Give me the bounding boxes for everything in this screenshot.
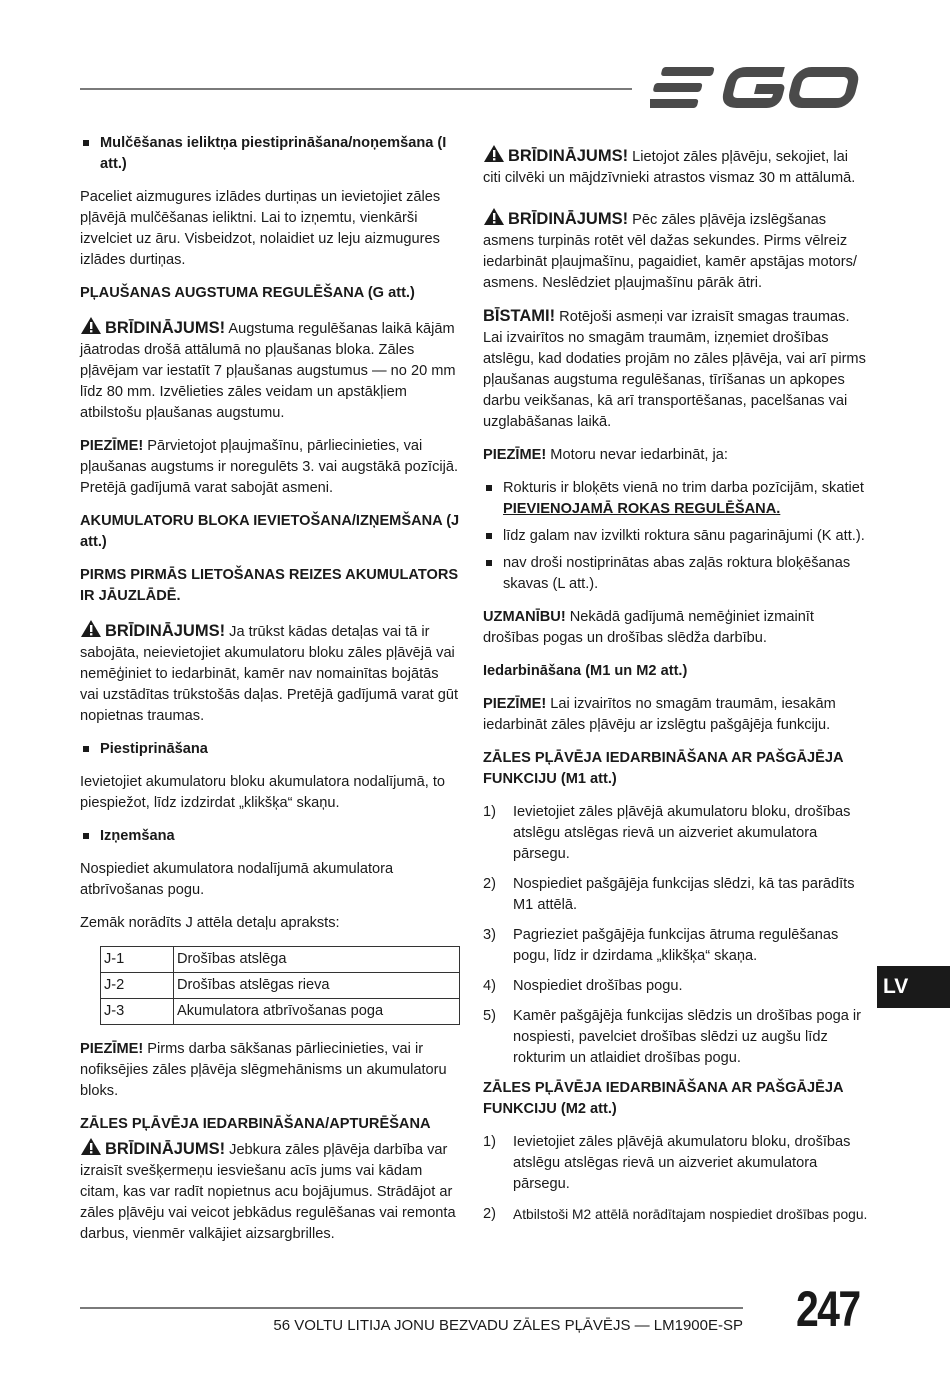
ego-logo: [650, 62, 862, 114]
bullet-square-icon: [83, 140, 89, 146]
footer-rule: [80, 1307, 743, 1309]
page-number: 247: [796, 1281, 860, 1337]
m2-heading: ZĀLES PĻĀVĒJA IEDARBINĀŠANA AR PAŠGĀJĒJA FUNKCIJU (M2 att.): [483, 1080, 844, 1117]
battery-heading: AKUMULATORU BLOKA IEVIETOŠANA/IZŅEMŠANA (J att.): [80, 513, 460, 550]
bullet-square-icon: [486, 533, 492, 539]
list-item: 3) Pagrieziet pašgājēja funkcijas ātruma regulēšanas pogu, līdz ir dzirdama „klikšķa“ skaņa.: [483, 927, 839, 964]
parts-table: [100, 946, 460, 1025]
language-tab: LV: [877, 966, 950, 1008]
warning-eyes: BRĪDINĀJUMS! Jebkura zāles pļāvēja darbība var izraisīt svešķermeņu iesviešanu acīs jums vai kādam citam, kas var radīt nopietnus acu bojājumus. Strādājot ar zāles pļāvēju vai veicot jebkādus regulēšanas vai remonta darbus, vienmēr valkājiet aizsargbrilles.: [80, 1137, 460, 1245]
warning-triangle-icon: [80, 619, 102, 638]
start-heading: Iedarbināšana (M1 un M2 att.): [483, 663, 688, 679]
remove-heading: Izņemšana: [80, 826, 460, 847]
remove-text: Nospiediet akumulatora nodalījumā akumulatora atbrīvošanas pogu.: [80, 861, 394, 898]
table-row: J-2 Drošības atslēgas rieva: [101, 973, 460, 999]
start-stop-heading: ZĀLES PĻĀVĒJA IEDARBINĀŠANA/APTURĒŠANA: [80, 1116, 431, 1132]
list-item: 2) Nospiediet pašgājēja funkcijas slēdzi, kā tas parādīts M1 attēlā.: [483, 876, 855, 913]
warning-triangle-icon: [80, 316, 102, 335]
warning-triangle-icon: [483, 144, 505, 163]
parts-intro: Zemāk norādīts J attēla detaļu apraksts:: [80, 915, 340, 931]
list-item: līdz galam nav izvilkti roktura sānu pagarinājumi (K att.).: [483, 526, 868, 547]
warning-parts: BRĪDINĀJUMS! Ja trūkst kādas detaļas vai tā ir sabojāta, neievietojiet akumulatoru bloku zāles pļāvējā vai nemēģiniet to iedarbināt, kamēr nav nomainītas bojātās vai uzstādītas trūkstošās daļas. Pretējā gadījumā varat gūt nopietnas traumas.: [80, 619, 460, 727]
charge-heading: PIRMS PIRMĀS LIETOŠANAS REIZES AKUMULATORS IR JĀUZLĀDĒ.: [80, 567, 459, 604]
note-latch: PIEZĪME! Pirms darba sākšanas pārliecinieties, vai ir nofiksējies zāles pļāvēja slēgmehānisms un akumulatoru bloks.: [80, 1041, 447, 1099]
warning-distance: BRĪDINĀJUMS! Lietojot zāles pļāvēju, sekojiet, lai citi cilvēki un mājdzīvnieki atrastos vismaz 30 m attālumā.: [483, 144, 868, 189]
list-item: Rokturis ir bloķēts vienā no trim darba pozīcijām, skatiet PIEVIENOJAMĀ ROKAS REGULĒŠANA.: [483, 478, 868, 520]
list-item: 2) Atbilstoši M2 attēlā norādītajam nospiediet drošības pogu.: [483, 1206, 868, 1222]
list-item: 5) Kamēr pašgājēja funkcijas slēdzis un drošības poga ir nospiesti, pavelciet drošības slēdzi uz augšu līdz rokturim un atlaidiet drošības pogu.: [483, 1008, 862, 1066]
table-row: J-1 Drošības atslēga: [101, 947, 460, 973]
list-item: 4) Nospiediet drošības pogu.: [483, 978, 683, 994]
list-item: 1) Ievietojiet zāles pļāvējā akumulatoru bloku, drošības atslēgu atslēgas rievā un aizveriet akumulatora pārsegu.: [483, 804, 851, 862]
attach-heading: Piestiprināšana: [80, 739, 460, 760]
warning-triangle-icon: [80, 1137, 102, 1156]
left-column: [80, 133, 460, 1257]
table-row: J-3 Akumulatora atbrīvošanas poga: [101, 999, 460, 1025]
m1-heading: ZĀLES PĻĀVĒJA IEDARBINĀŠANA AR PAŠGĀJĒJA FUNKCIJU (M1 att.): [483, 750, 844, 787]
handle-adjustment-link[interactable]: PIEVIENOJAMĀ ROKAS REGULĒŠANA.: [503, 501, 781, 517]
bullet-square-icon: [486, 485, 492, 491]
bullet-square-icon: [83, 833, 89, 839]
mulch-heading: Mulčēšanas ieliktņa piestiprināšana/noņemšana (I att.): [80, 133, 460, 175]
warning-triangle-icon: [483, 207, 505, 226]
bullet-square-icon: [486, 560, 492, 566]
caution-safety: UZMANĪBU! Nekādā gadījumā nemēģiniet izmainīt drošības pogas un drošības slēdža darbību.: [483, 609, 814, 646]
warning-blade-rotation: BRĪDINĀJUMS! Pēc zāles pļāvēja izslēgšanas asmens turpinās rotēt vēl dažas sekundes. Pirms vēlreiz iedarbināt pļaujmašīnu, pagaidiet, kamēr apstājas motors/ asmens. Neslēdziet pļaujmašīnu pārāk ātri.: [483, 207, 868, 294]
header-rule: [80, 88, 632, 90]
note-self-propel: PIEZĪME! Lai izvairītos no smagām traumām, iesakām iedarbināt zāles pļāvēju ar izslēgtu pašgājēja funkciju.: [483, 696, 836, 733]
right-column: [483, 144, 868, 1234]
height-heading: PĻAUŠANAS AUGSTUMA REGULĒŠANA (G att.): [80, 285, 415, 301]
footer-title: 56 VOLTU LITIJA JONU BEZVADU ZĀLES PĻĀVĒJS — LM1900E-SP: [273, 1317, 743, 1334]
mulch-text: Paceliet aizmugures izlādes durtiņas un ievietojiet zāles pļāvējā mulčēšanas ieliktni. Lai to izņemtu, vienkārši izvelciet uz āru. Visbeidzot, nolaidiet uz leju aizmugures izlādes durtiņas.: [80, 189, 441, 268]
list-item: 1) Ievietojiet zāles pļāvējā akumulatoru bloku, drošības atslēgu atslēgas rievā un aizveriet akumulatora pārsegu.: [483, 1134, 851, 1192]
bullet-square-icon: [83, 746, 89, 752]
attach-text: Ievietojiet akumulatoru bloku akumulatora nodalījumā, to piespiežot, līdz izdzirdat „klikšķa“ skaņu.: [80, 774, 446, 811]
warning-height: BRĪDINĀJUMS! Augstuma regulēšanas laikā kājām jāatrodas drošā attālumā no pļaušanas bloka. Zāles pļāvējam var iestatīt 7 pļaušanas augstumus — no 20 mm līdz 80 mm. Izvēlieties zāles veidam un apstākļiem atbilstošu pļaušanas augstumu.: [80, 316, 460, 424]
note-height: PIEZĪME! Pārvietojot pļaujmašīnu, pārliecinieties, vai pļaušanas augstums ir noregulēts 3. vai augstākā pozīcijā. Pretējā gadījumā varat sabojāt asmeni.: [80, 438, 459, 496]
list-item: nav droši nostiprinātas abas zaļās roktura bloķēšanas skavas (L att.).: [483, 553, 868, 595]
note-no-start: PIEZĪME! Motoru nevar iedarbināt, ja:: [483, 447, 728, 463]
danger-blades: BĪSTAMI! Rotējoši asmeņi var izraisīt smagas traumas. Lai izvairītos no smagām traumām, izņemiet drošības atslēgu, kad dodaties projām no zāles pļāvēja, vai arī pirms pļaušanas augstuma regulēšanas, tīrīšanas un apkopes darbu veikšanas, kā arī transportēšanas, pacelšanas vai uzglabāšanas laikā.: [483, 307, 866, 430]
